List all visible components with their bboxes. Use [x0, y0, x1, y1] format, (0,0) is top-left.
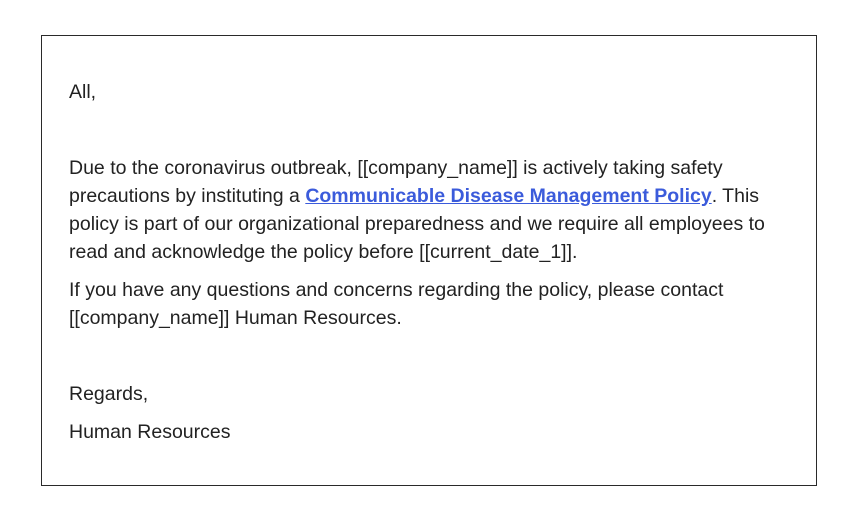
letter-paragraph-1 [69, 154, 789, 266]
paragraph-1-text-start: Due to the coronavirus outbreak, [[company_name]] is actively taking safety precautions by instituting a [69, 157, 723, 207]
letter-closing: Regards, [69, 383, 149, 405]
letter-container [41, 35, 817, 486]
paragraph-1-text-end: . This policy is part of our organizational preparedness and we require all employees to read and acknowledge the policy before [[current_date_1]]. [69, 185, 765, 263]
letter-signature: Human Resources [69, 421, 231, 443]
policy-link[interactable]: Communicable Disease Management Policy [305, 185, 712, 207]
letter-paragraph-2: If you have any questions and concerns regarding the policy, please contact [[company_name]] Human Resources. [69, 279, 724, 329]
letter-greeting: All, [69, 81, 97, 103]
letter-body [69, 78, 789, 446]
